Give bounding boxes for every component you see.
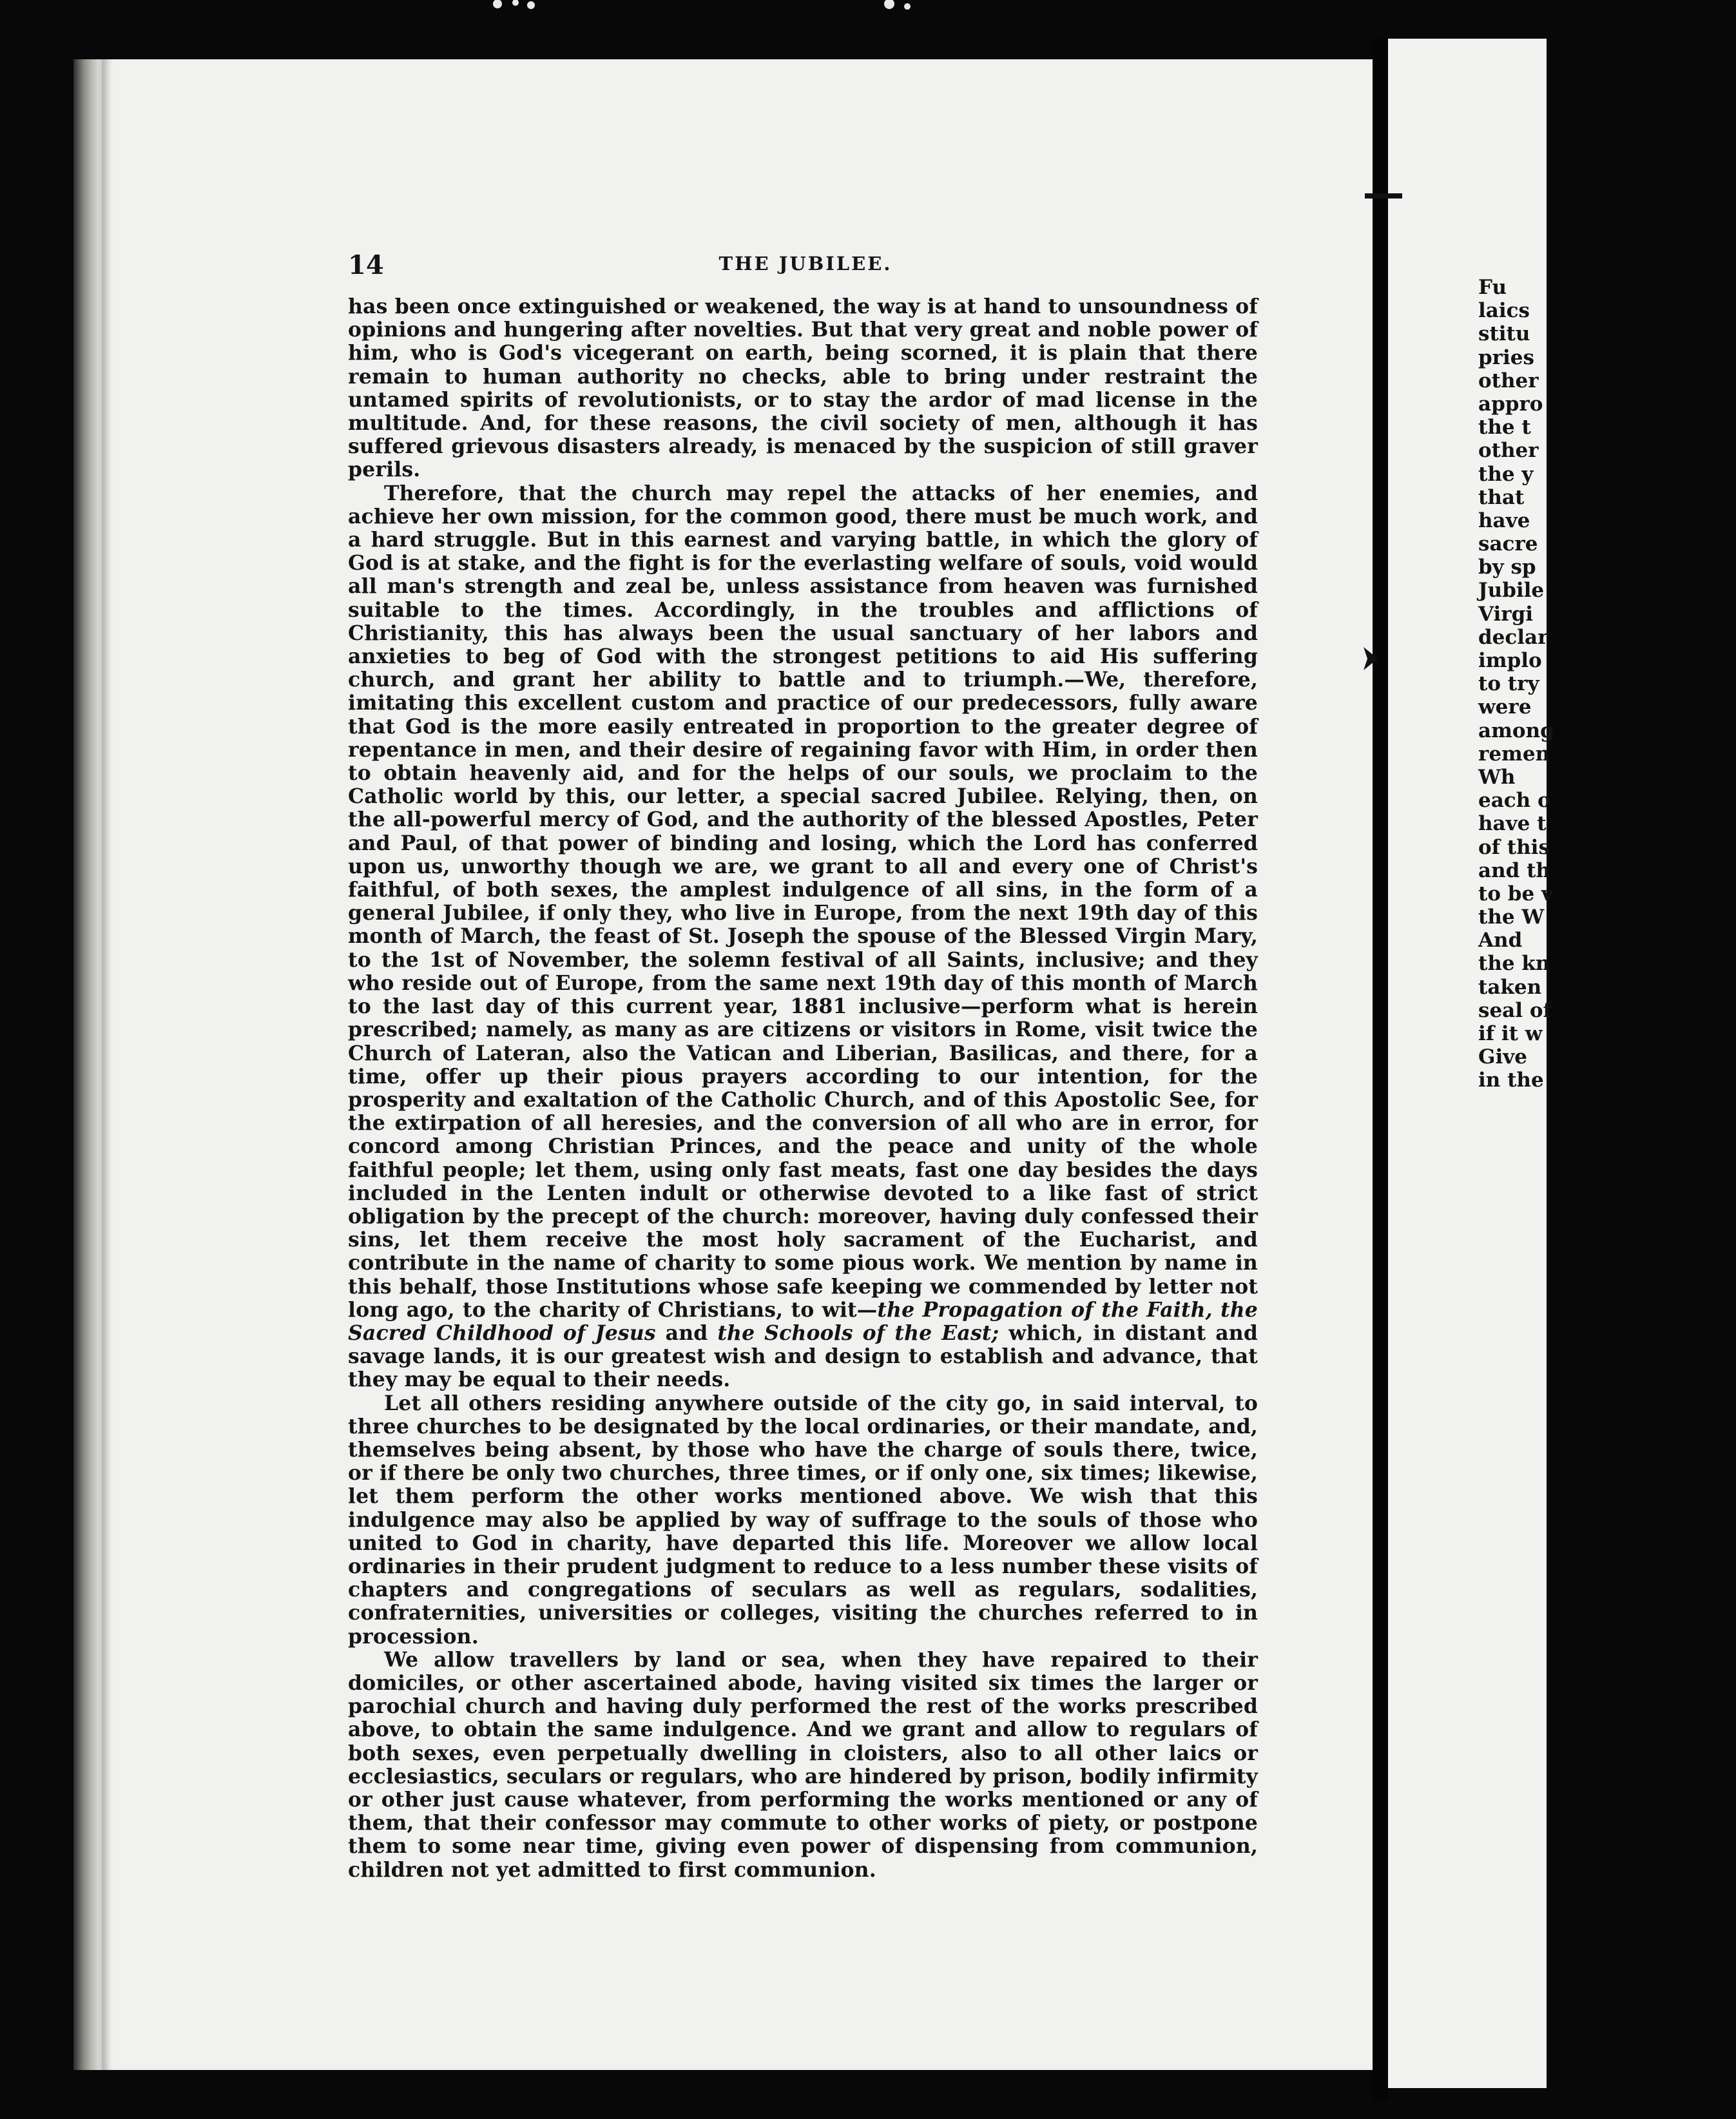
book-gutter <box>1373 39 1388 2101</box>
fragment-line: to be v <box>1478 882 1553 905</box>
fragment-line: appro <box>1478 392 1543 416</box>
fragment-line: Fu <box>1478 276 1507 299</box>
fragment-line: of this <box>1478 835 1550 859</box>
page-header <box>348 250 1263 282</box>
fragment-line: Give <box>1478 1045 1527 1069</box>
fragment-line: the kn <box>1478 952 1550 976</box>
fragment-line: Virgi <box>1478 602 1534 626</box>
paragraph-2-text: Therefore, that the church may repel the attacks of her enemies, and achieve her own mission, for the common good, there must be much work, and a hard struggle. But in this earnest and varying battle, in which the glory of God is at stake, and the fight is for the everlasting welfare of souls, void would all man's strength and zeal be, unless assistance from heaven was furnished suitable to the times. Accordingly, in the troubles and afflictions of Christianity, this has always been the usual sanctuary of her labors and anxieties to beg of God with the strongest petitions to aid His suffering church, and grant her ability to battle and to triumph.—We, therefore, imitating this excellent custom and practice of our predecessors, fully aware that God is the more easily entreated in proportion to the greater degree of repentance in men, and their desire of regaining favor with Him, in order then to obtain heavenly aid, and for the helps of our souls, we proclaim to the Catholic world by this, our letter, a special sacred Jubilee. Relying, then, on the all-powerful mercy of God, and the authority of the blessed Apostles, Peter and Paul, of that power of binding and losing, which the Lord has conferred upon us, unworthy though we are, we grant to all and every one of Christ's faithful, of both sexes, the amplest indulgence of all sins, in the form of a general Jubilee, if only they, who live in Europe, from the next 19th day of this month of March, the feast of St. Joseph the spouse of the Blessed Virgin Mary, to the 1st of November, the solemn festival of all Saints, inclusive; and they who reside out of Europe, from the same next 19th day of this month of March to the last day of this current year, 1881 inclusive—perform what is herein prescribed; namely, as many as are citizens or visitors in Rome, visit twice the Church of Lateran, also the Vatican and Liberian, Basilicas, and there, for a time, offer up their pious prayers according to our intention, for the prosperity and exaltation of the Catholic Church, and of this Apostolic See, for the extirpation of all heresies, and the conversion of all who are in error, for concord among Christian Princes, and the peace and unity of the whole faithful people; let them, using only fast meats, fast one day besides the days included in the Lenten indult or otherwise devoted to a like fast of strict obligation by the precept of the church: moreover, having duly confessed their sins, let them receive the most holy sacrament of the Eucharist, and contribute in the name of charity to some pious work. We mention by name in this behalf, those Institutions whose safe keeping we commended by letter not long ago, to the charity of Christians, to wit— <box>348 481 1258 1322</box>
facing-page-fragments <box>1478 276 1736 1092</box>
italic-institution-1: the Propagation of the Faith, the Sacred Childhood of Jesus <box>348 1297 1258 1345</box>
fragment-line: implo <box>1478 649 1542 672</box>
scan-specks <box>477 0 928 26</box>
fragment-line: Jubile <box>1478 579 1545 603</box>
paragraph-1: has been once extinguished or weakened, the way is at hand to unsoundness of opinions and hungering after novelties. But that very great and noble power of him, who is God's vicegerant on earth, being scorned, it is plain that there remain to human authority no checks, able to bring under restraint the untamed spirits of revolutionists, or to stay the ardor of mad license in the multitude. And, for these reasons, the civil society of men, although it has suffered grievous disasters already, is menaced by the suspicion of still graver perils. <box>348 295 1258 482</box>
body-text <box>348 295 1258 1882</box>
fragment-line: each o <box>1478 789 1551 813</box>
fragment-line: the W <box>1478 905 1545 929</box>
fragment-line: sacre <box>1478 532 1538 556</box>
fragment-line: to try <box>1478 672 1539 696</box>
scan-mark-arrow <box>1358 644 1384 673</box>
fragment-line: And <box>1478 929 1523 953</box>
paragraph-2-and: and <box>655 1321 718 1345</box>
fragment-line: Wh <box>1478 765 1516 789</box>
paragraph-2-tail: which, in distant and savage lands, it is our greatest wish and design to establish and advance, that they may be equal to their needs. <box>348 1321 1258 1392</box>
fragment-line: other <box>1478 369 1539 392</box>
fragment-line: seal of <box>1478 998 1552 1022</box>
fragment-line: were <box>1478 695 1532 719</box>
fragment-line: remen <box>1478 742 1550 766</box>
fragment-line: among <box>1478 719 1554 742</box>
paragraph-4: We allow travellers by land or sea, when they have repaired to their domiciles, or other ascertained abode, having visited six times the larger or parochial church and having duly performed the rest of the works prescribed above, to obtain the same indulgence. And we grant and allow to regulars of both sexes, even perpetually dwelling in cloisters, also to all other laics or ecclesiastics, seculars or regulars, who are hindered by prison, bodily infirmity or other just cause whatever, from performing the works mentioned or any of them, that their confessor may commute to other works of piety, or postpone them to some near time, giving even power of dispensing from communion, children not yet admitted to first communion. <box>348 1647 1258 1882</box>
fragment-line: and th <box>1478 858 1550 882</box>
fragment-line: by sp <box>1478 556 1536 579</box>
running-head: THE JUBILEE. <box>719 253 892 275</box>
fragment-line: the y <box>1478 462 1534 486</box>
paragraph-3: Let all others residing anywhere outside of the city go, in said interval, to three churches to be designated by the local ordinaries, or their mandate, and, themselves being absent, by those who have the charge of souls there, twice, or if there be only two churches, three times, or if only one, six times; likewise, let them perform the other works mentioned above. We wish that this indulgence may also be applied by way of suffrage to the souls of those who united to God in charity, have departed this life. Moreover we allow local ordinaries in their prudent judgment to reduce to a less number these visits of chapters and congregations of seculars as well as regulars, sodalities, confraternities, universities or colleges, visiting the churches referred to in procession. <box>348 1391 1258 1649</box>
fragment-line: stitu <box>1478 322 1530 346</box>
fragment-line: the t <box>1478 416 1531 440</box>
fragment-line: declar <box>1478 625 1548 649</box>
fragment-line: taken <box>1478 975 1542 999</box>
fragment-line: have <box>1478 508 1530 532</box>
fragment-line: have t <box>1478 812 1547 836</box>
fragment-line: pries <box>1478 345 1534 369</box>
fragment-line: other <box>1478 439 1539 463</box>
fragment-line: if it w <box>1478 1022 1543 1045</box>
fragment-line: laics <box>1478 299 1530 323</box>
fragment-line: that <box>1478 485 1525 509</box>
fragment-line: in the <box>1478 1069 1544 1092</box>
page-number: 14 <box>348 250 384 280</box>
italic-institution-2: the Schools of the East; <box>717 1321 999 1345</box>
paragraph-2 <box>348 482 1258 1392</box>
scan-mark-dash <box>1365 193 1402 198</box>
